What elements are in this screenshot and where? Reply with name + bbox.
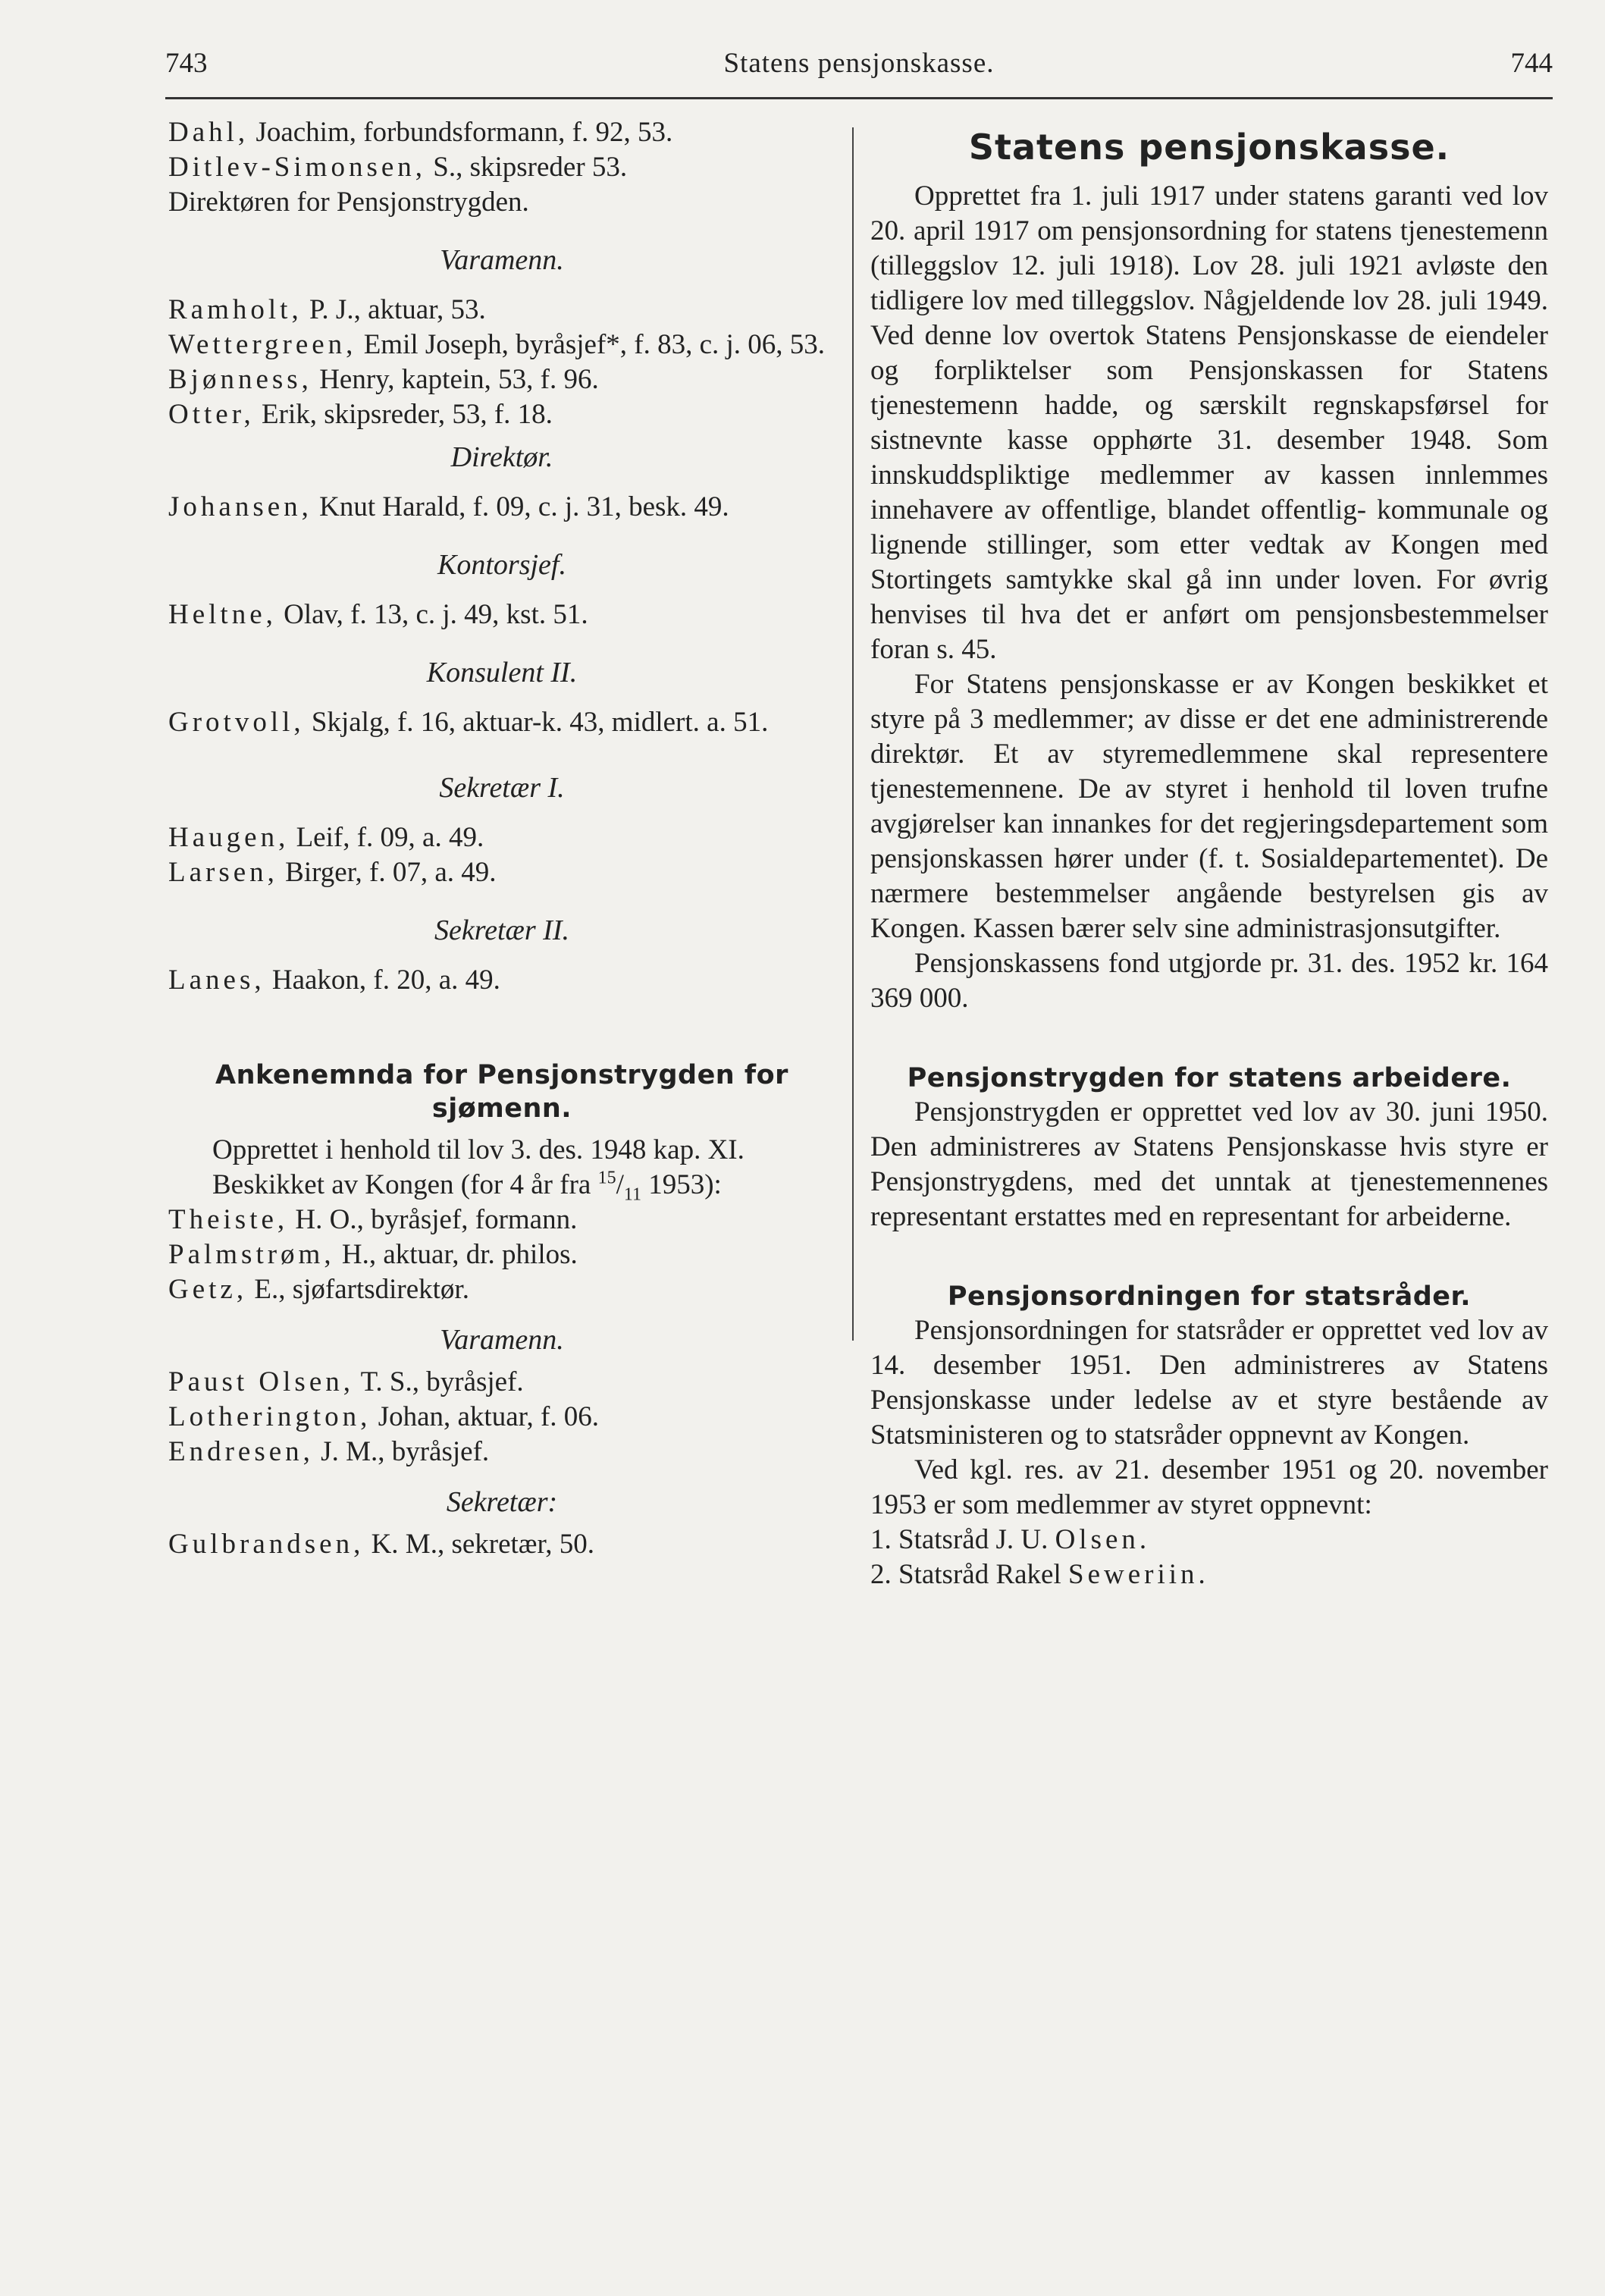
right-column [870,115,1548,1592]
entry: Lotherington, Johan, aktuar, f. 06. [168,1401,600,1432]
page-number-left: 743 [165,48,208,79]
entry: Palmstrøm, H., aktuar, dr. philos. [168,1239,578,1270]
entry: Heltne, Olav, f. 13, c. j. 49, kst. 51. [168,599,588,630]
body-paragraph: Pensjonstrygden er opprettet ved lov av 30. juni 1950. Den administreres av Statens Pensjonskasse hvis styre er Pensjonstrygdens, med det unntak at tjenestemennenes representant erstattes med en representant for arbeiderne. [870,1096,1548,1232]
entry: Wettergreen, Emil Joseph, byråsjef*, f. 83, c. j. 06, 53. [168,329,826,360]
entry: Paust Olsen, T. S., byråsjef. [168,1366,524,1397]
entry: Bjønness, Henry, kaptein, 53, f. 96. [168,364,599,395]
section-heading: Konsulent II. [426,657,578,688]
entry: Gulbrandsen, K. M., sekretær, 50. [168,1529,595,1560]
body-paragraph: Ved kgl. res. av 21. desember 1951 og 20. november 1953 er som medlemmer av styret oppnevnt: [870,1454,1548,1520]
entry: Endresen, J. M., byråsjef. [168,1436,490,1467]
column-divider [852,127,854,1341]
section-heading: Sekretær I. [439,772,565,804]
statsrader-heading: Pensjonsordningen for statsråder. [947,1281,1472,1312]
entry: Haugen, Leif, f. 09, a. 49. [168,822,484,853]
entry: Dahl, Joachim, forbundsformann, f. 92, 53. [168,117,673,148]
entry: Grotvoll, Skjalg, f. 16, aktuar-k. 43, midlert. a. 51. [168,707,769,738]
section-heading: Varamenn. [440,1324,564,1356]
list-item: 1. Statsråd J. U. Olsen. [870,1524,1151,1555]
list-item: 2. Statsråd Rakel Seweriin. [870,1559,1209,1590]
left-column [168,115,835,1562]
body-paragraph: Opprettet fra 1. juli 1917 under statens garanti ved lov 20. april 1917 om pensjonsordning for statens tjenestemenn (tilleggslov 12. juli 1918). Lov 28. juli 1921 avløste den tidligere lov med tilleggslov. Någjeldende lov 28. juli 1949. Ved denne lov overtok Statens Pensjonskasse de eiendeler og forpliktelser som Pensjonskassen for Statens tjenestemenn hadde, og særskilt regnskapsførsel for sistnevnte kasse opphørte 31. desember 1948. Som innskuddspliktige medlemmer av kassen innlemmes innehavere av offentlige, blandet offentlig- kommunale og lignende stillinger, som etter vedtak av Kongen med Stortingets samtykke skal gå inn under loven. For øvrig henvises til hva det er anført om pensjonsbestemmelser foran s. 45. [870,180,1548,665]
section-heading: Kontorsjef. [437,549,566,581]
header-rule [165,97,1553,99]
main-heading: Statens pensjonskasse. [968,127,1450,168]
section-heading: Varamenn. [440,244,564,276]
entry: Theiste, H. O., byråsjef, formann. [168,1204,578,1235]
body-paragraph: Pensjonskassens fond utgjorde pr. 31. des. 1952 kr. 164 369 000. [870,948,1548,1014]
arbeidere-heading: Pensjonstrygden for statens arbeidere. [907,1063,1512,1093]
entry: Getz, E., sjøfartsdirektør. [168,1274,469,1305]
section-heading: Direktør. [450,441,553,473]
entry: Larsen, Birger, f. 07, a. 49. [168,857,497,888]
body-paragraph: For Statens pensjonskasse er av Kongen beskikket et styre på 3 medlemmer; av disse er det ene administrerende direktør. Et av styremedlemmene skal representere tjenestemennene. De av styret i henhold til loven trufne avgjørelser kan innankes for det regjeringsdepartement som pensjonskassen hører under (f. t. Sosialdepartementet). De nærmere bestemmelser angående bestyrelsen gis av Kongen. Kassen bærer selv sine administrasjonsutgifter. [870,669,1548,944]
entry: Direktøren for Pensjonstrygden. [168,187,529,218]
entry: Ditlev-Simonsen, S., skipsreder 53. [168,152,628,183]
entry: Lanes, Haakon, f. 20, a. 49. [168,965,500,996]
entry: Johansen, Knut Harald, f. 09, c. j. 31, besk. 49. [168,491,729,522]
anke-heading: Ankenemnda for Pensjonstrygden for sjømenn. [215,1060,788,1124]
entry: Ramholt, P. J., aktuar, 53. [168,294,486,325]
section-heading: Sekretær II. [434,914,569,946]
page-header [165,47,1553,93]
body-paragraph: Pensjonsordningen for statsråder er opprettet ved lov av 14. desember 1951. Den administreres av Statens Pensjonskasse under ledelse av et styre bestående av Statsministeren og to statsråder oppnevnt av Kongen. [870,1315,1548,1451]
running-title: Statens pensjonskasse. [723,48,995,79]
section-heading: Sekretær: [446,1486,558,1518]
page-number-right: 744 [1510,48,1553,79]
entry: Otter, Erik, skipsreder, 53, f. 18. [168,399,553,430]
anke-paragraph: Opprettet i henhold til lov 3. des. 1948 kap. XI. [212,1134,745,1165]
anke-paragraph: Beskikket av Kongen (for 4 år fra $^{15}/_{11}$ 1953): [212,1168,722,1205]
